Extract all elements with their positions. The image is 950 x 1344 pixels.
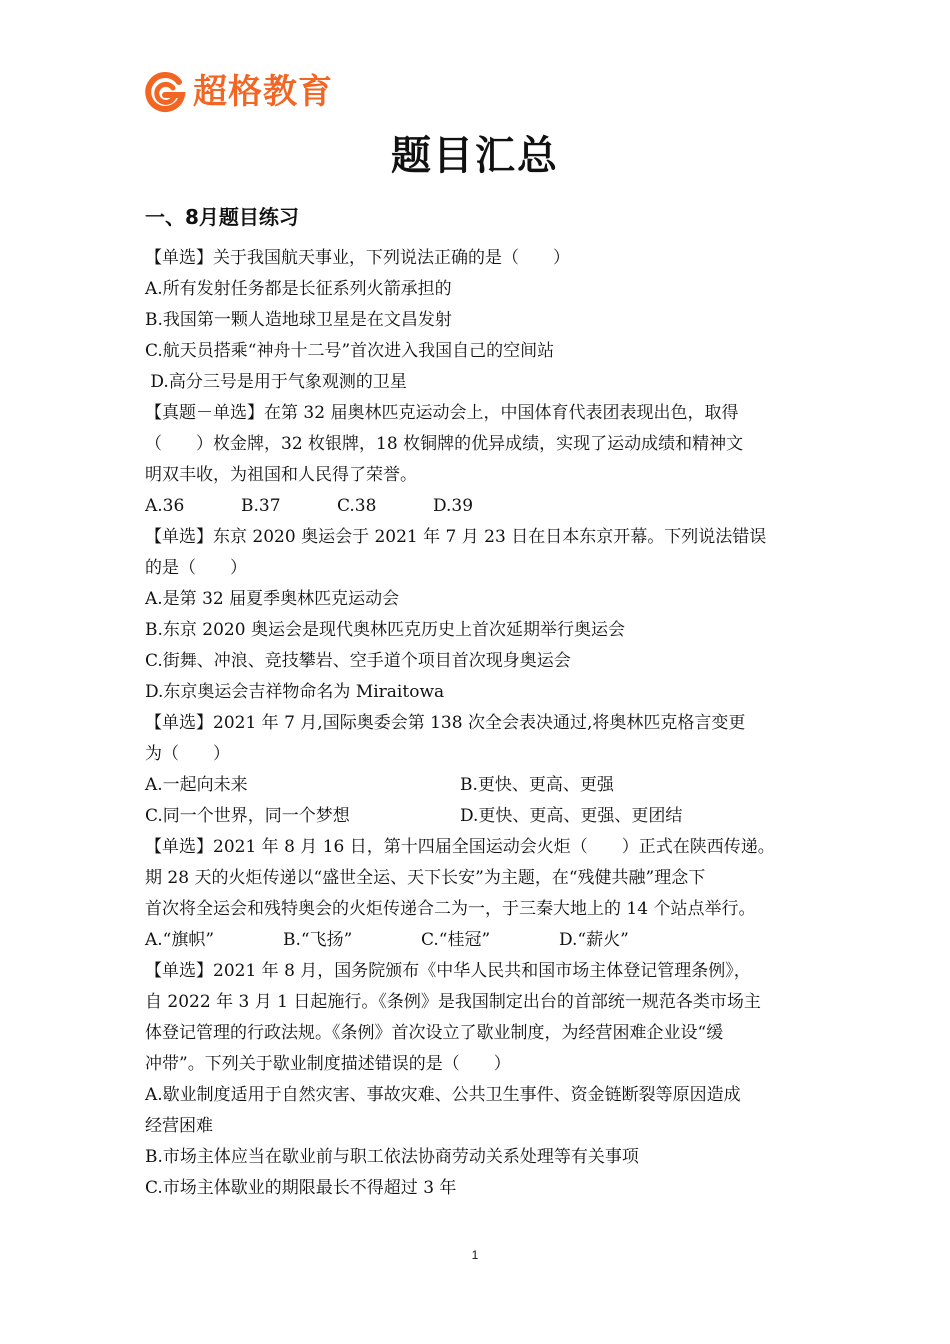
page-title: 题目汇总 <box>391 133 559 179</box>
question-4-option-b: B.更快、更高、更强 <box>460 775 614 795</box>
question-6-stem-line-4: 冲带”。下列关于歇业制度描述错误的是（ ） <box>145 1054 511 1074</box>
question-5-option-a: A.“旗帜” <box>145 930 215 950</box>
question-2-option-a: A.36 <box>145 496 185 516</box>
section-heading: 一、8月题目练习 <box>145 205 299 229</box>
question-4-options-row-2 <box>145 801 810 832</box>
question-3-stem-line-1: 【单选】东京 2020 奥运会于 2021 年 7 月 23 日在日本东京开幕。下列说法错误 <box>145 527 767 547</box>
question-2-stem-line-3: 明双丰收，为祖国和人民得了荣誉。 <box>145 465 417 485</box>
g-swirl-logo-icon <box>143 70 187 114</box>
question-1-option-d: D.高分三号是用于气象观测的卫星 <box>145 372 407 392</box>
question-6-stem-line-1: 【单选】2021 年 8 月，国务院颁布《中华人民共和国市场主体登记管理条例》， <box>145 961 751 981</box>
question-1-option-b: B.我国第一颗人造地球卫星是在文昌发射 <box>145 310 452 330</box>
question-1-option-c: C.航天员搭乘“神舟十二号”首次进入我国自己的空间站 <box>145 341 555 361</box>
question-4-option-a: A.一起向未来 <box>145 775 248 795</box>
question-2-option-b: B.37 <box>241 496 281 516</box>
question-6-stem-line-3: 体登记管理的行政法规。《条例》首次设立了歇业制度，为经营困难企业设“缓 <box>145 1023 724 1043</box>
question-4-options-row-1 <box>145 770 810 801</box>
question-6-option-c: C.市场主体歇业的期限最长不得超过 3 年 <box>145 1178 457 1198</box>
question-3-option-a: A.是第 32 届夏季奥林匹克运动会 <box>145 589 400 609</box>
brand-name: 超格教育 <box>193 72 333 112</box>
brand-logo <box>143 70 333 114</box>
question-2-option-c: C.38 <box>337 496 377 516</box>
question-5-stem-line-2: 期 28 天的火炬传递以“盛世全运、天下长安”为主题，在“残健共融”理念下 <box>145 868 706 888</box>
question-5-option-b: B.“飞扬” <box>283 930 353 950</box>
question-4-stem-line-2: 为（ ） <box>145 744 230 764</box>
question-5-options <box>145 925 810 956</box>
question-4-stem-line-1: 【单选】2021 年 7 月,国际奥委会第 138 次全会表决通过,将奥林匹克格言变更 <box>145 713 746 733</box>
question-2-stem-line-1: 【真题－单选】在第 32 届奥林匹克运动会上，中国体育代表团表现出色，取得 <box>145 403 739 423</box>
question-5-option-c: C.“桂冠” <box>421 930 491 950</box>
question-6-option-b: B.市场主体应当在歇业前与职工依法协商劳动关系处理等有关事项 <box>145 1147 639 1167</box>
question-6-option-a-line-2: 经营困难 <box>145 1116 213 1136</box>
question-4-option-d: D.更快、更高、更强、更团结 <box>460 806 683 826</box>
question-5-stem-line-1: 【单选】2021 年 8 月 16 日，第十四届全国运动会火炬（ ）正式在陕西传递。 <box>145 837 775 857</box>
question-3-option-c: C.街舞、冲浪、竞技攀岩、空手道个项目首次现身奥运会 <box>145 651 571 671</box>
question-3-option-d: D.东京奥运会吉祥物命名为 Miraitowa <box>145 682 445 702</box>
question-6-option-a-line-1: A.歇业制度适用于自然灾害、事故灾难、公共卫生事件、资金链断裂等原因造成 <box>145 1085 741 1105</box>
question-6-stem-line-2: 自 2022 年 3 月 1 日起施行。《条例》是我国制定出台的首部统一规范各类市场主 <box>145 992 761 1012</box>
question-1-option-a: A.所有发射任务都是长征系列火箭承担的 <box>145 279 452 299</box>
question-3-stem-line-2: 的是（ ） <box>145 558 247 578</box>
question-list <box>145 243 810 1204</box>
question-1-stem: 【单选】关于我国航天事业，下列说法正确的是（ ） <box>145 248 570 268</box>
question-2-options <box>145 491 810 522</box>
question-2-option-d: D.39 <box>433 496 474 516</box>
question-5-stem-line-3: 首次将全运会和残特奥会的火炬传递合二为一，于三秦大地上的 14 个站点举行。 <box>145 899 756 919</box>
question-3-option-b: B.东京 2020 奥运会是现代奥林匹克历史上首次延期举行奥运会 <box>145 620 625 640</box>
question-5-option-d: D.“薪火” <box>559 930 629 950</box>
question-2-stem-line-2: （ ）枚金牌，32 枚银牌，18 枚铜牌的优异成绩，实现了运动成绩和精神文 <box>145 434 744 454</box>
question-4-option-c: C.同一个世界，同一个梦想 <box>145 806 350 826</box>
page-number: 1 <box>471 1248 479 1262</box>
